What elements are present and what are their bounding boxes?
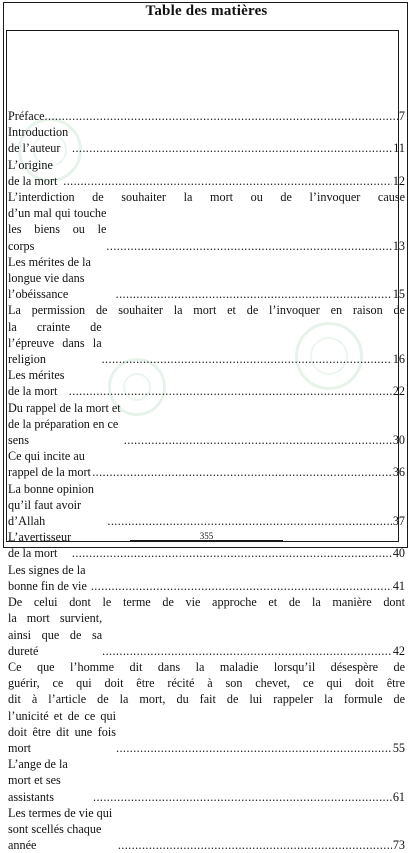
toc-entry-page: 41 <box>392 578 405 593</box>
toc-entry[interactable] <box>8 448 405 480</box>
toc-entry[interactable] <box>8 594 405 659</box>
toc-entry[interactable] <box>8 157 405 189</box>
toc-entry[interactable] <box>8 124 405 156</box>
toc-entry-title-line: Ce que l’homme dit dans la maladie lorsqu’il désespère de <box>8 659 405 674</box>
toc-entry-page: 61 <box>392 789 405 804</box>
toc-entry-title: Ce qui incite au rappel de la mort <box>8 449 91 480</box>
dot-leader <box>116 286 392 302</box>
toc-entry[interactable] <box>8 108 405 124</box>
toc-entry[interactable] <box>8 659 405 756</box>
dot-leader <box>102 643 392 659</box>
toc-entry-page: 15 <box>392 287 405 302</box>
dot-leader <box>102 351 392 367</box>
toc-entry-title: L’avertisseur de la mort <box>8 530 72 561</box>
dot-leader <box>107 513 391 529</box>
toc-entry-title-line: l’unicité et de ce qui doit être dit une fois mort <box>8 708 116 755</box>
toc-entry-title: Préface <box>8 109 45 123</box>
toc-entry-page: 7 <box>398 109 405 123</box>
dot-leader <box>93 789 392 805</box>
toc-entry-page: 13 <box>392 238 405 253</box>
toc-entry-title: Les signes de la bonne fin de vie <box>8 562 87 593</box>
dot-leader <box>69 383 392 399</box>
toc-entry-title: Introduction de l’auteur <box>8 125 69 156</box>
toc-entry-page: 37 <box>392 514 405 529</box>
dot-leader <box>45 108 398 124</box>
page-title: Table des matières <box>145 3 268 19</box>
toc-entry-title: La bonne opinion qu’il faut avoir d’Allah <box>8 481 94 529</box>
toc-entry-title-line: la mort survient, ainsi que de sa dureté <box>8 611 103 658</box>
toc-entry[interactable] <box>8 805 405 853</box>
toc-entry-title: L’origine de la mort <box>8 157 58 188</box>
toc-entry-title: Du rappel de la mort et de la préparation en ce sens <box>8 400 121 448</box>
toc-entry-title: Les mérites de la longue vie dans l’obéissance <box>8 254 91 302</box>
toc-entry-title-line: dit à l’article de la mort, du fait de lui rappeler la formule de <box>8 692 405 707</box>
toc-entry-page: 12 <box>392 173 405 188</box>
dot-leader <box>72 545 392 561</box>
toc-entry-title-line: d’un mal qui touche les biens ou le corps <box>8 206 107 253</box>
toc-entry-page: 36 <box>392 465 405 480</box>
toc-entry-title-line: guérir, ce qui doit être récité à son chevet, ce qui doit être <box>8 676 405 691</box>
dot-leader <box>124 432 392 448</box>
toc-entry-title-line: De celui dont le terme de vie approche et de la manière dont <box>8 595 405 610</box>
dot-leader <box>91 578 392 594</box>
toc-entry-title: Les mérites de la mort <box>8 368 65 399</box>
dot-leader <box>92 464 392 480</box>
toc-entry-title-line: La permission de souhaiter la mort et de l’invoquer en raison de <box>8 303 405 318</box>
toc-entry-title-line: L’interdiction de souhaiter la mort ou de l’invoquer cause <box>8 190 405 205</box>
toc-entry-page: 40 <box>392 546 405 561</box>
toc-entry-title-line: la crainte de l’épreuve dans la religion <box>8 319 102 367</box>
toc-entry[interactable] <box>8 400 405 449</box>
footer-rule <box>130 540 283 541</box>
toc-entry-page: 22 <box>392 384 405 399</box>
toc-entry[interactable] <box>8 562 405 594</box>
toc-entry-page: 30 <box>392 433 405 448</box>
dot-leader <box>72 140 392 156</box>
toc-entry-title: L’ange de la mort et ses assistants <box>8 757 68 804</box>
dot-leader <box>116 740 392 756</box>
toc-entry-page: 42 <box>392 643 405 658</box>
toc-entry-title: Les termes de vie qui sont scellés chaque année <box>8 805 113 853</box>
dot-leader <box>63 173 392 189</box>
toc-entry[interactable] <box>8 254 405 303</box>
toc-entry[interactable] <box>8 189 405 254</box>
toc-entry[interactable] <box>8 481 405 530</box>
dot-leader <box>118 837 392 853</box>
toc-entry[interactable] <box>8 367 405 399</box>
dot-leader <box>106 238 391 254</box>
toc-entry-page: 16 <box>392 352 405 367</box>
page-number: 355 <box>199 531 214 541</box>
toc-entry-page: 11 <box>393 141 405 156</box>
toc-entry[interactable] <box>8 302 405 367</box>
toc-entry[interactable] <box>8 756 405 805</box>
table-of-contents <box>8 108 405 853</box>
toc-entry-page: 73 <box>392 838 405 853</box>
toc-entry-page: 55 <box>392 740 405 755</box>
